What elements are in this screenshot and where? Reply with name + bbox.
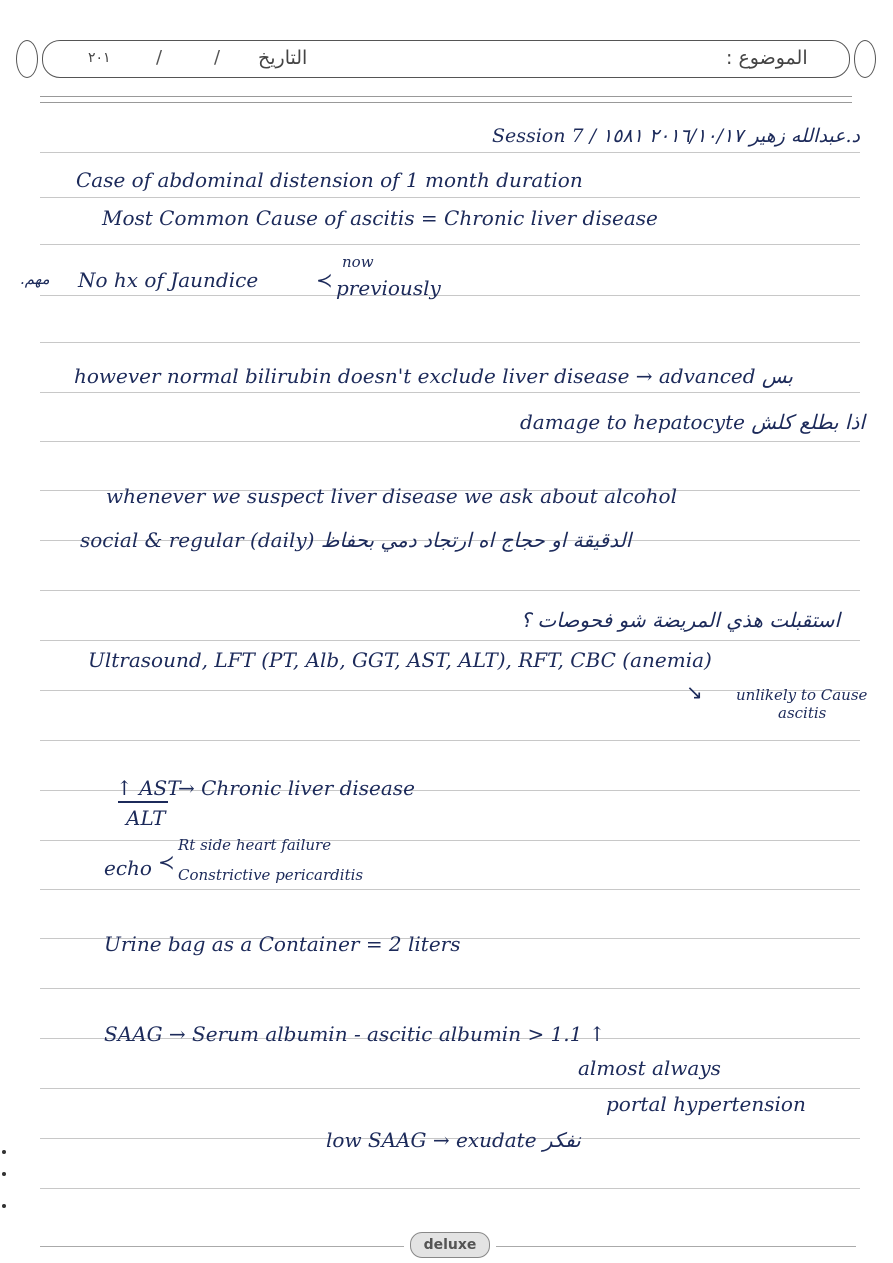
note-case: Case of abdominal distension of 1 month duration xyxy=(76,168,583,192)
branch-arrow: ≺ xyxy=(316,268,333,292)
header-slash-2: / xyxy=(214,47,221,68)
note-damage: damage to hepatocyte اذا بطلع كلش xyxy=(520,410,865,434)
footer-rule-left xyxy=(40,1246,404,1247)
note-previously: previously xyxy=(336,276,441,300)
note-ast: ↑ AST xyxy=(116,776,181,800)
ruled-line xyxy=(40,1188,860,1189)
note-most-common: Most Common Cause of ascitis = Chronic liver disease xyxy=(102,206,658,230)
ruled-line xyxy=(40,295,860,296)
header-slash-1: / xyxy=(156,47,163,68)
note-social: social & regular (daily) الدقيقة او حجاج اه ارتجاد دمي بحفاظ xyxy=(80,528,632,552)
ruled-line xyxy=(40,342,860,343)
note-no-hx: No hx of Jaundice xyxy=(78,268,259,292)
margin-dot xyxy=(2,1172,6,1176)
header-date-label: التاريخ xyxy=(258,47,308,69)
note-however: however normal bilirubin doesn't exclude liver disease → advanced بس xyxy=(74,364,793,388)
note-portal: portal hypertension xyxy=(606,1092,806,1116)
note-whenever: whenever we suspect liver disease we ask about alcohol xyxy=(106,484,677,508)
note-constrictive: Constrictive pericarditis xyxy=(178,866,364,884)
ruled-line xyxy=(40,152,860,153)
note-alt: ALT xyxy=(126,806,166,830)
note-unlikely: unlikely to Cause xyxy=(736,686,868,704)
header-year: ٢٠١ xyxy=(88,50,111,66)
ruled-line xyxy=(40,889,860,890)
footer-rule-right xyxy=(496,1246,856,1247)
echo-branch-arrow: ≺ xyxy=(158,850,175,874)
note-session-line: د.عبدالله زهير ٢٠١٦/١٠/١٧ ١٥٨١ / Session 7 xyxy=(491,125,860,147)
ruled-line xyxy=(40,244,860,245)
ruled-line xyxy=(40,590,860,591)
header-ornament-right xyxy=(854,40,876,78)
header-ornament-left xyxy=(16,40,38,78)
note-almost: almost always xyxy=(578,1056,721,1080)
brand-logo: deluxe xyxy=(410,1232,490,1258)
ruled-line xyxy=(40,740,860,741)
note-now: now xyxy=(342,253,374,271)
fraction-bar xyxy=(118,801,168,803)
note-echo: echo xyxy=(104,856,152,880)
margin-dot xyxy=(2,1204,6,1208)
ruled-line xyxy=(40,197,860,198)
note-rt-side: Rt side heart failure xyxy=(178,836,332,854)
note-low-saag: low SAAG → exudate نفكر xyxy=(326,1128,581,1152)
header-subject-label: الموضوع : xyxy=(726,47,808,69)
ruled-line xyxy=(40,988,860,989)
note-ast-result: → Chronic liver disease xyxy=(178,776,415,800)
down-right-arrow: ↘ xyxy=(686,680,703,704)
ruled-line xyxy=(40,441,860,442)
ruled-line xyxy=(40,840,860,841)
note-investigations: Ultrasound, LFT (PT, Alb, GGT, AST, ALT), RFT, CBC (anemia) xyxy=(88,648,712,672)
note-ascitis: ascitis xyxy=(778,704,827,722)
ruled-line xyxy=(40,392,860,393)
note-saag: SAAG → Serum albumin - ascitic albumin > 1.1 ↑ xyxy=(104,1022,606,1046)
note-important-ar: مهم. xyxy=(20,270,50,288)
margin-dot xyxy=(2,1150,6,1154)
header-rule-bottom xyxy=(40,102,852,103)
ruled-line xyxy=(40,1088,860,1089)
ruled-line xyxy=(40,640,860,641)
note-investigations-ar: استقبلت هذي المريضة شو فحوصات ؟ xyxy=(520,608,840,632)
note-urine: Urine bag as a Container = 2 liters xyxy=(104,932,461,956)
header-rule-top xyxy=(40,96,852,97)
